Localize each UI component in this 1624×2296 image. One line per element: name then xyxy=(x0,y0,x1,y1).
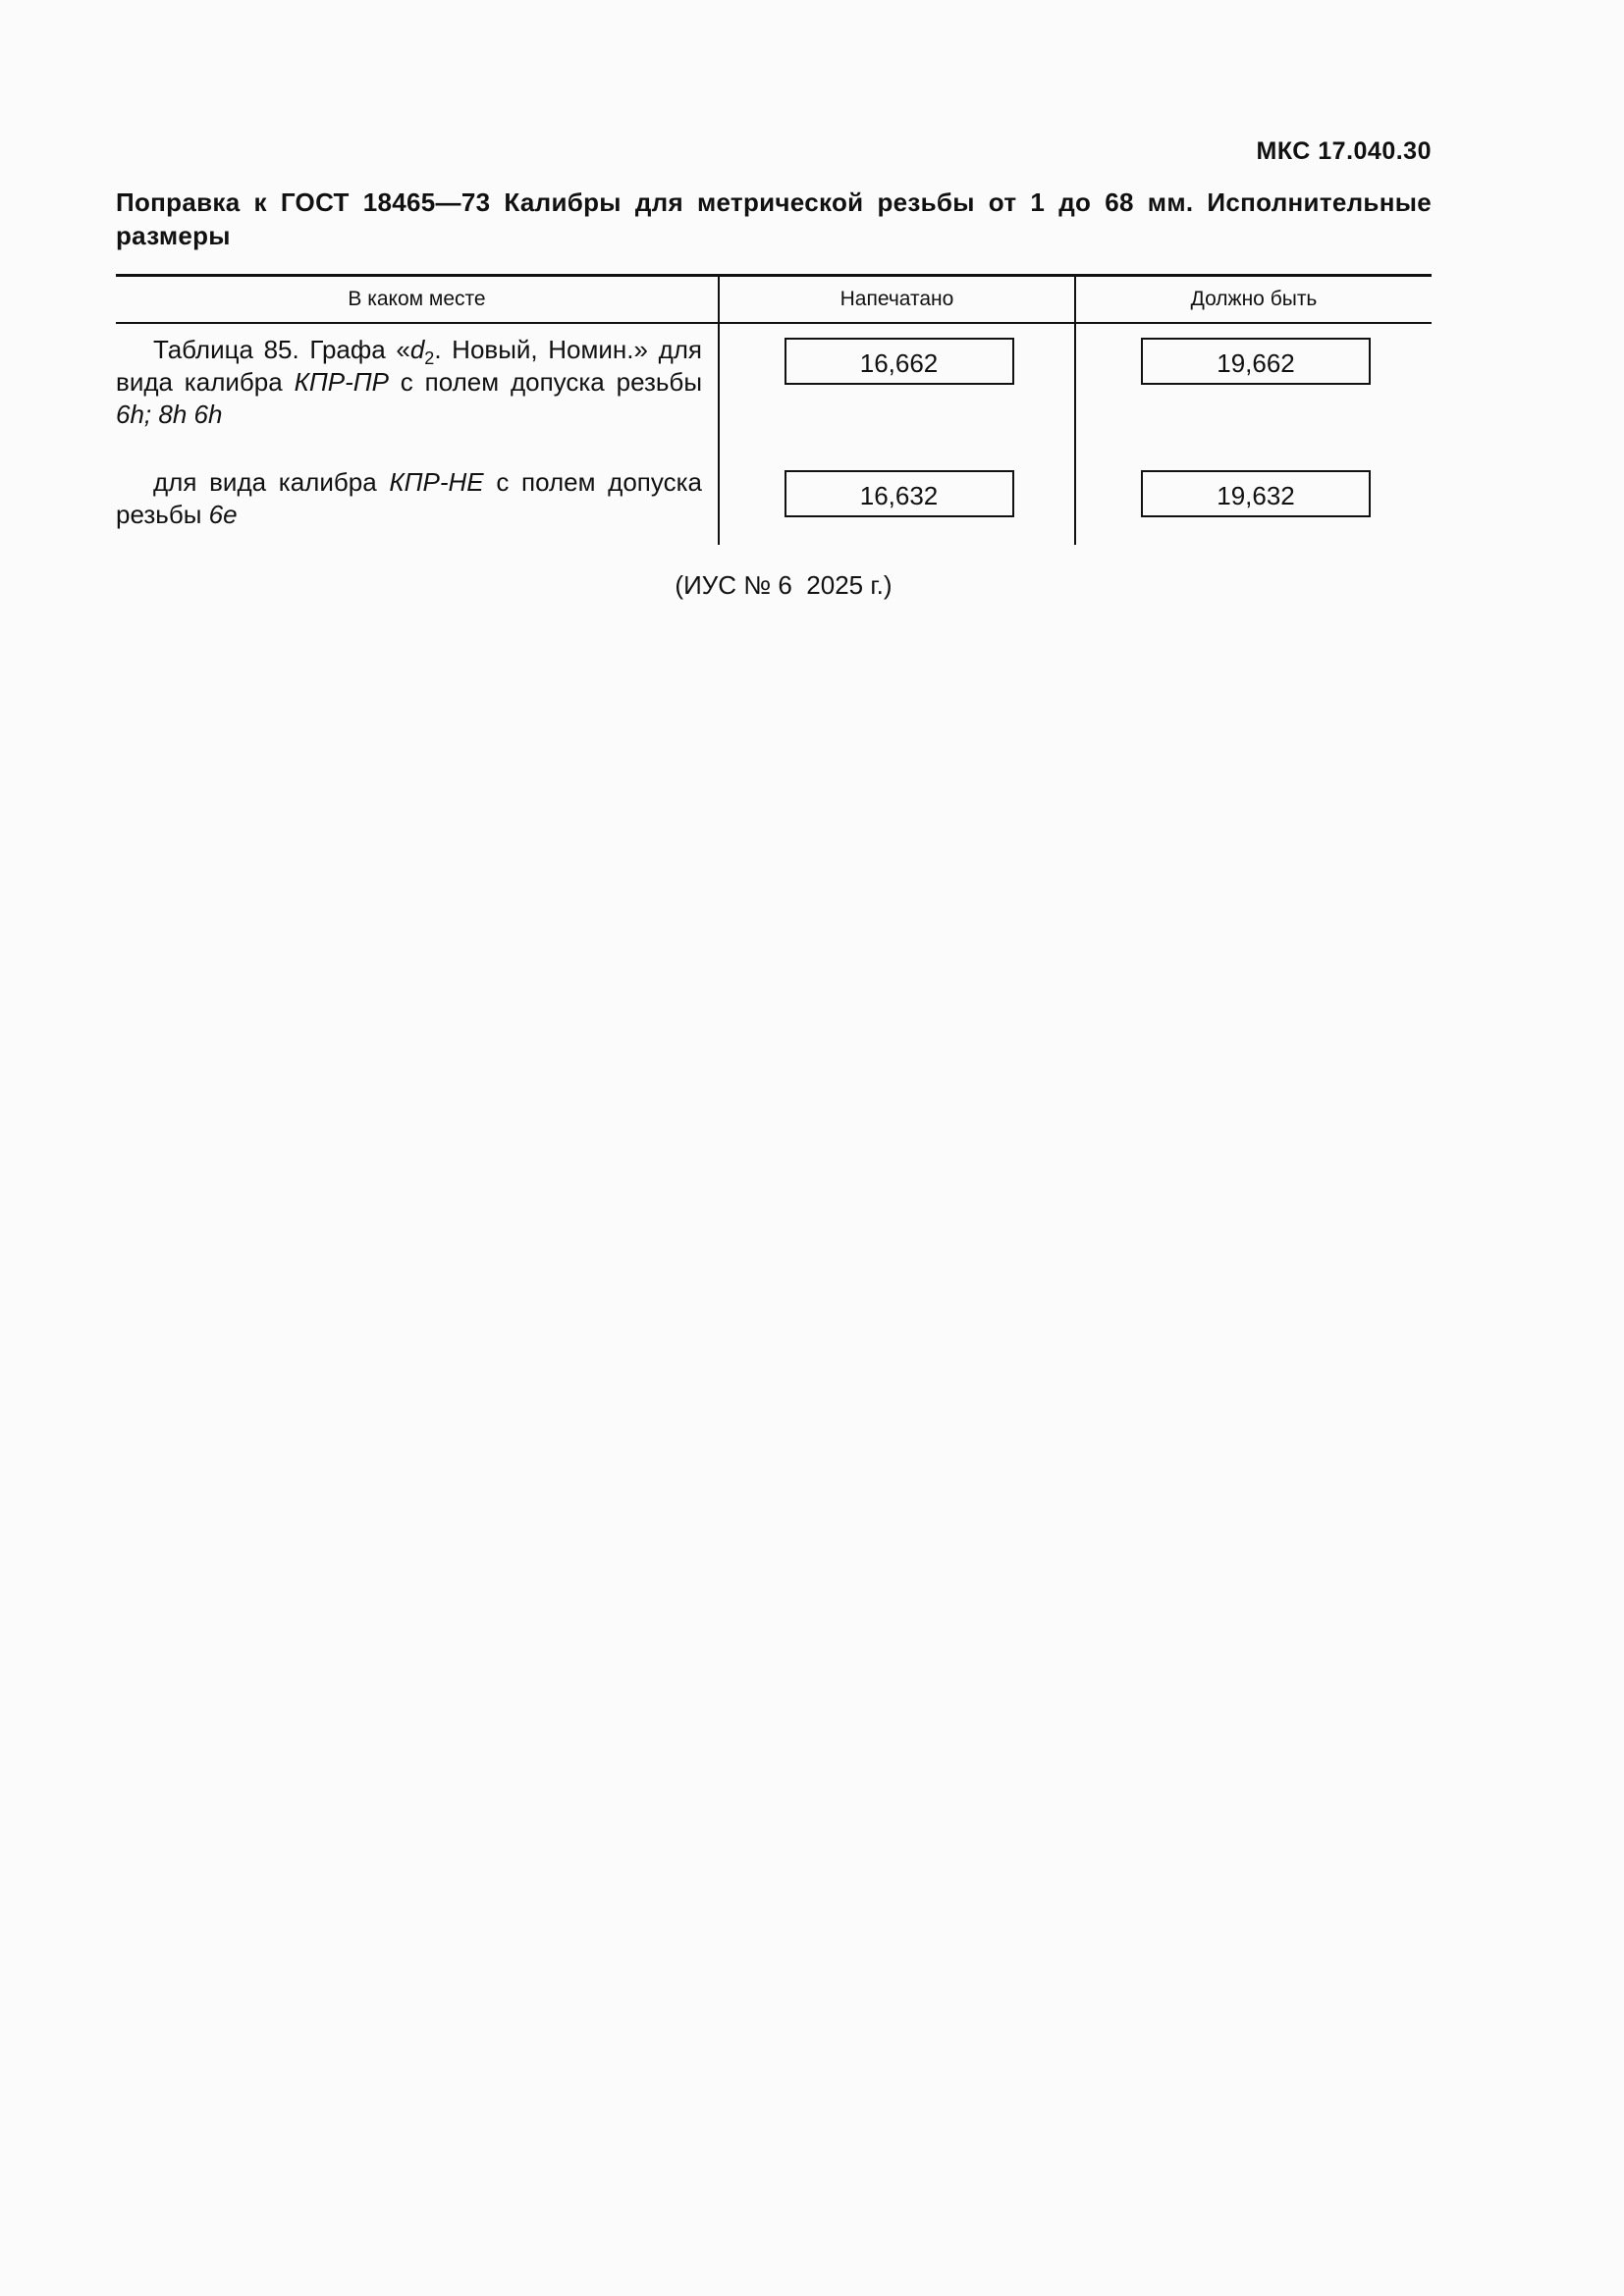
table-row xyxy=(116,323,1432,456)
should-be-value: 19,632 xyxy=(1141,470,1371,517)
table-row xyxy=(116,456,1432,545)
where-after-symbol: . Новый, Номин.» для вида калибра xyxy=(116,335,702,397)
classifier-code: МКС 17.040.30 xyxy=(1256,137,1432,165)
where-cell xyxy=(116,323,719,456)
printed-cell xyxy=(719,323,1075,456)
table-header-row xyxy=(116,276,1432,324)
header-where: В каком месте xyxy=(116,276,719,324)
header-should-be: Должно быть xyxy=(1075,276,1432,324)
should-be-value: 19,662 xyxy=(1141,338,1371,385)
tolerance-field: 6e xyxy=(208,500,238,529)
amendment-title: Поправка к ГОСТ 18465—73 Калибры для метрической резьбы от 1 до 68 мм. Исполнительные размеры xyxy=(116,187,1432,250)
printed-value: 16,662 xyxy=(785,338,1014,385)
printed-value: 16,632 xyxy=(785,470,1014,517)
header-printed: Напечатано xyxy=(719,276,1075,324)
should-be-cell xyxy=(1075,456,1432,545)
where-prefix: Таблица 85. Графа « xyxy=(153,335,410,364)
document-page xyxy=(116,137,1432,601)
where-middle: с полем допуска резьбы xyxy=(116,467,702,529)
amendment-table xyxy=(116,274,1432,545)
where-middle: с полем допуска резьбы xyxy=(388,367,703,397)
gauge-type: КПР-ПР xyxy=(294,367,389,397)
symbol-d: d xyxy=(409,335,425,364)
should-be-cell xyxy=(1075,323,1432,456)
publication-note: (ИУС № 6 2025 г.) xyxy=(675,570,893,600)
where-cell xyxy=(116,456,719,545)
printed-cell xyxy=(719,456,1075,545)
where-prefix: для вида калибра xyxy=(153,467,390,497)
gauge-type: КПР-НЕ xyxy=(389,467,484,497)
tolerance-field: 6h; 8h 6h xyxy=(116,400,223,429)
symbol-subscript: 2 xyxy=(424,348,435,368)
